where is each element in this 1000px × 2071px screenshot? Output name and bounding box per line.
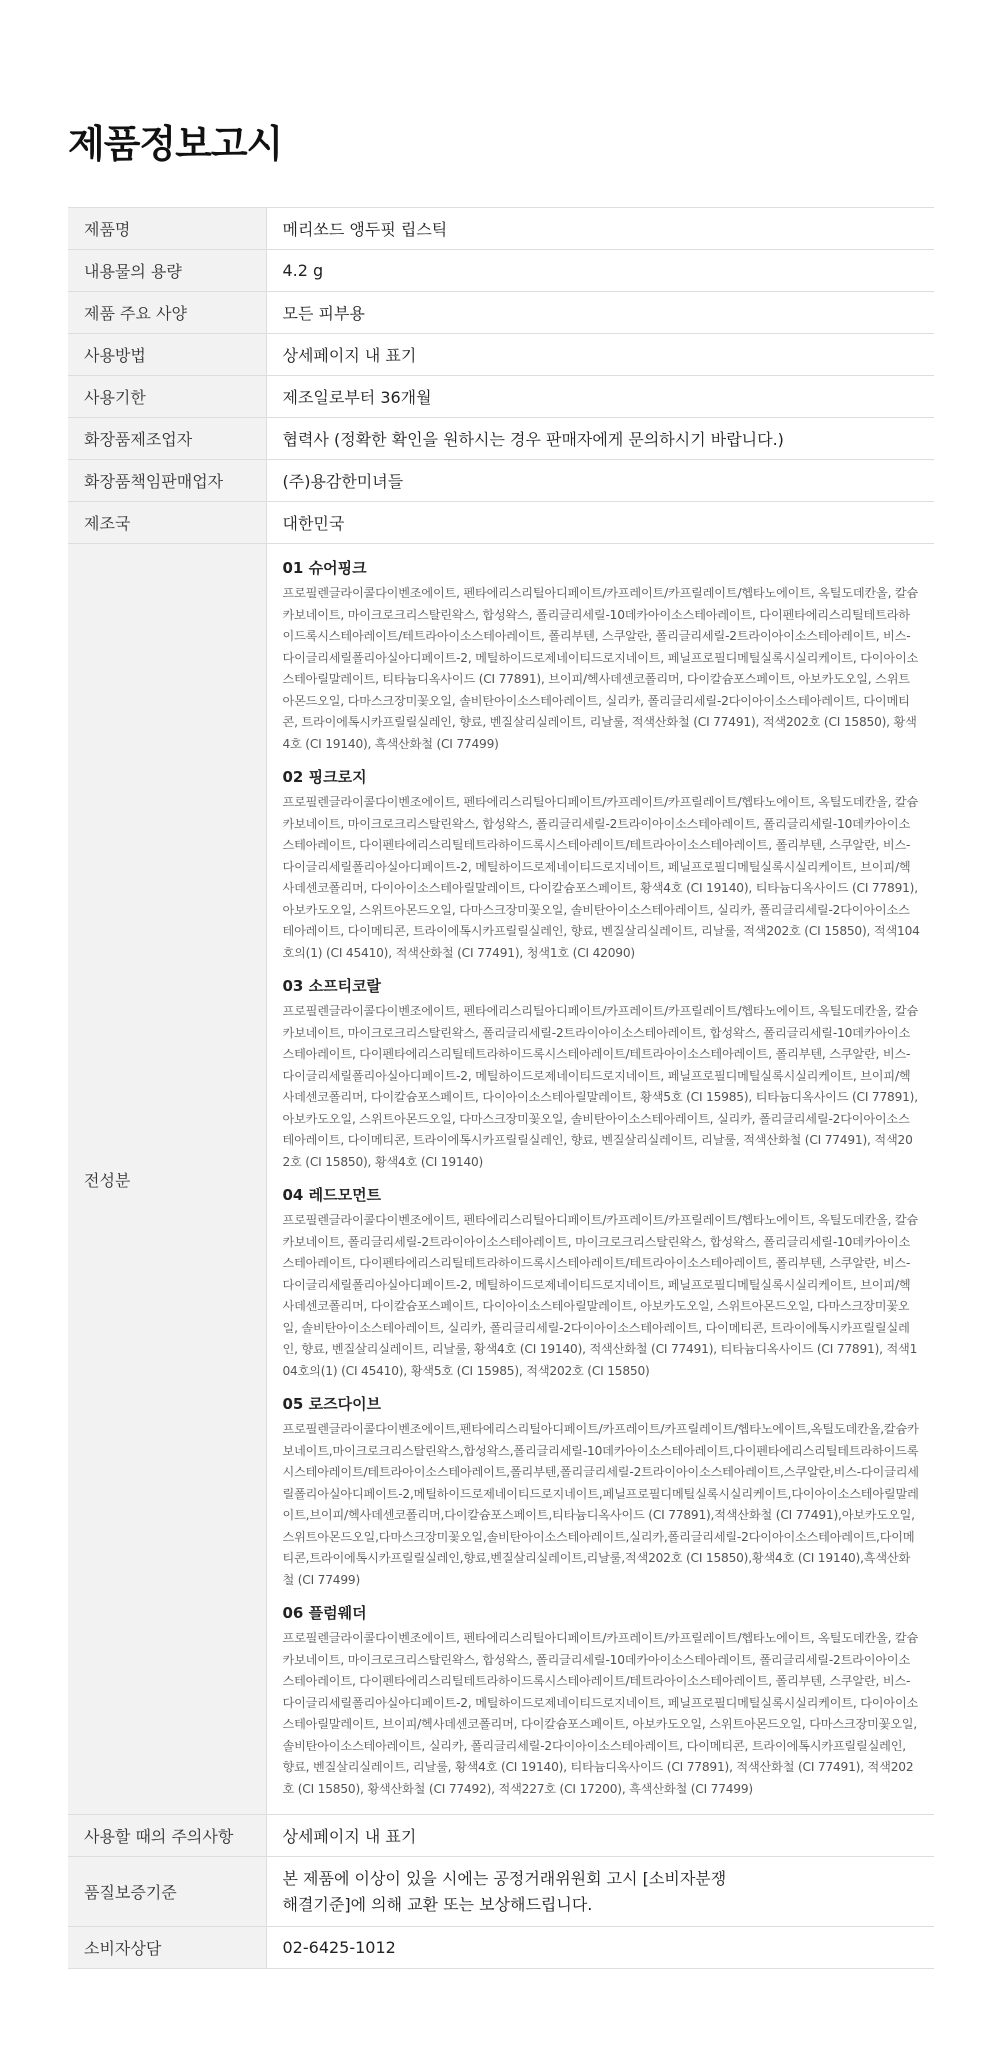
info-row-seller (68, 460, 934, 502)
product-info-table (68, 207, 934, 1969)
info-row-manufacturer (68, 418, 934, 460)
shade-block (283, 1185, 921, 1382)
row-value: 모든 피부용 (266, 292, 934, 334)
info-row-spec (68, 292, 934, 334)
shade-ingredients: 프로필렌글라이콜다이벤조에이트, 펜타에리스리틸아디페이트/카프레이트/카프릴레이트/헵타노에이트, 옥틸도데칸올, 칼슘카보네이트, 마이크로크리스탈린왁스, 합성왁스, 폴리글리세릴-10데카아이소스테아레이트, 폴리글리세릴-2트라이아이소스테아레이트, 다이펜타에리스리틸테트라하이드록시스테아레이트/테트라아이소스테아레이트, 폴리부텐, 스쿠알란, 비스-다이글리세릴폴리아실아디페이트-2, 메틸하이드로제네이티드로지네이트, 페닐프로필디메틸실록시실리케이트, 다이아이소스테아릴말레이트, 브이피/헥사데센코폴리머, 다이칼슘포스페이트, 아보카도오일, 스위트아몬드오일, 다마스크장미꽃오일, 솔비탄아이소스테아레이트, 실리카, 폴리글리세릴-2다이아이소스테아레이트, 다이메티콘, 트라이에톡시카프릴릴실레인, 향료, 벤질살리실레이트, 리날룰, 황색4호 (CI 19140), 티타늄디옥사이드 (CI 77891), 적색산화철 (CI 77491), 적색202호 (CI 15850), 황색산화철 (CI 77492), 적색227호 (CI 17200), 흑색산화철 (CI 77499) (282, 1631, 919, 1796)
shade-name: 02 핑크로지 (282, 768, 367, 786)
shade-block (283, 767, 921, 964)
shade-block (283, 976, 921, 1173)
info-row-product-name (68, 208, 934, 250)
row-label: 제품 주요 사양 (68, 292, 266, 334)
row-label: 화장품책임판매업자 (68, 460, 266, 502)
shade-name: 06 플럼웨더 (282, 1604, 367, 1622)
info-row-origin (68, 502, 934, 544)
info-row-quality (68, 1857, 934, 1927)
row-value: 제조일로부터 36개월 (266, 376, 934, 418)
shade-name: 01 슈어핑크 (282, 559, 367, 577)
row-label: 내용물의 용량 (68, 250, 266, 292)
row-label: 제품명 (68, 208, 266, 250)
row-value: 4.2 g (266, 250, 934, 292)
row-value: 02-6425-1012 (266, 1927, 934, 1969)
info-row-consumer (68, 1927, 934, 1969)
shade-block (283, 1603, 921, 1800)
page-title: 제품정보고시 (68, 122, 283, 166)
row-value: 상세페이지 내 표기 (266, 1815, 934, 1857)
row-label: 화장품제조업자 (68, 418, 266, 460)
shade-ingredients: 프로필렌글라이콜다이벤조에이트, 펜타에리스리틸아디페이트/카프레이트/카프릴레이트/헵타노에이트, 옥틸도데칸올, 칼슘카보네이트, 마이크로크리스탈린왁스, 합성왁스, 폴리글리세릴-2트라이아이소스테아레이트, 폴리글리세릴-10데카아이소스테아레이트, 다이펜타에리스리틸테트라하이드록시스테아레이트/테트라아이소스테아레이트, 폴리부텐, 스쿠알란, 비스-다이글리세릴폴리아실아디페이트-2, 메틸하이드로제네이티드로지네이트, 페닐프로필디메틸실록시실리케이트, 브이피/헥사데센코폴리머, 다이아이소스테아릴말레이트, 다이칼슘포스페이트, 황색4호 (CI 19140), 티타늄디옥사이드 (CI 77891), 아보카도오일, 스위트아몬드오일, 다마스크장미꽃오일, 솔비탄아이소스테아레이트, 실리카, 폴리글리세릴-2다이아이소스테아레이트, 다이메티콘, 트라이에톡시카프릴릴실레인, 향료, 벤질살리실레이트, 리날룰, 적색202호 (CI 15850), 적색104호의(1) (CI 45410), 적색산화철 (CI 77491), 청색1호 (CI 42090) (282, 795, 920, 960)
row-value: 상세페이지 내 표기 (266, 334, 934, 376)
row-label: 제조국 (68, 502, 266, 544)
row-label: 사용기한 (68, 376, 266, 418)
row-label: 사용할 때의 주의사항 (68, 1815, 266, 1857)
row-label: 품질보증기준 (68, 1857, 266, 1927)
info-row-expiry (68, 376, 934, 418)
quality-text: 본 제품에 이상이 있을 시에는 공정거래위원회 고시 [소비자분쟁 해결기준]에 의해 교환 또는 보상해드립니다. (282, 1868, 727, 1914)
shade-name: 04 레드모먼트 (282, 1186, 382, 1204)
shade-ingredients: 프로필렌글라이콜다이벤조에이트, 펜타에리스리틸아디페이트/카프레이트/카프릴레이트/헵타노에이트, 옥틸도데칸올, 칼슘카보네이트, 폴리글리세릴-2트라이아이소스테아레이트, 마이크로크리스탈린왁스, 합성왁스, 폴리글리세릴-10데카아이소스테아레이트, 다이펜타에리스리틸테트라하이드록시스테아레이트/테트라아이소스테아레이트, 폴리부텐, 스쿠알란, 비스-다이글리세릴폴리아실아디페이트-2, 메틸하이드로제네이티드로지네이트, 페닐프로필디메틸실록시실리케이트, 브이피/헥사데센코폴리머, 다이칼슘포스페이트, 다이아이소스테아릴말레이트, 아보카도오일, 스위트아몬드오일, 다마스크장미꽃오일, 솔비탄아이소스테아레이트, 실리카, 폴리글리세릴-2다이아이소스테아레이트, 다이메티콘, 트라이에톡시카프릴릴실레인, 향료, 벤질살리실레이트, 리날룰, 황색4호 (CI 19140), 적색산화철 (CI 77491), 티타늄디옥사이드 (CI 77891), 적색104호의(1) (CI 45410), 황색5호 (CI 15985), 적색202호 (CI 15850) (282, 1213, 919, 1378)
info-row-usage (68, 334, 934, 376)
info-row-ingredients (68, 544, 934, 1815)
row-label: 소비자상담 (68, 1927, 266, 1969)
shade-ingredients: 프로필렌글라이콜다이벤조에이트, 펜타에리스리틸아디페이트/카프레이트/카프릴레이트/헵타노에이트, 옥틸도데칸올, 칼슘카보네이트, 마이크로크리스탈린왁스, 합성왁스, 폴리글리세릴-10데카아이소스테아레이트, 다이펜타에리스리틸테트라하이드록시스테아레이트/테트라아이소스테아레이트, 폴리부텐, 스쿠알란, 폴리글리세릴-2트라이아이소스테아레이트, 비스-다이글리세릴폴리아실아디페이트-2, 메틸하이드로제네이티드로지네이트, 페닐프로필디메틸실록시실리케이트, 다이아이소스테아릴말레이트, 티타늄디옥사이드 (CI 77891), 브이피/헥사데센코폴리머, 다이칼슘포스페이트, 아보카도오일, 스위트아몬드오일, 다마스크장미꽃오일, 솔비탄아이소스테아레이트, 실리카, 폴리글리세릴-2다이아이소스테아레이트, 다이메티콘, 트라이에톡시카프릴릴실레인, 향료, 벤질살리실레이트, 리날룰, 적색산화철 (CI 77491), 적색202호 (CI 15850), 황색4호 (CI 19140), 흑색산화철 (CI 77499) (282, 586, 919, 751)
shade-ingredients: 프로필렌글라이콜다이벤조에이트, 펜타에리스리틸아디페이트/카프레이트/카프릴레이트/헵타노에이트, 옥틸도데칸올, 칼슘카보네이트, 마이크로크리스탈린왁스, 폴리글리세릴-2트라이아이소스테아레이트, 합성왁스, 폴리글리세릴-10데카아이소스테아레이트, 다이펜타에리스리틸테트라하이드록시스테아레이트/테트라아이소스테아레이트, 폴리부텐, 스쿠알란, 비스-다이글리세릴폴리아실아디페이트-2, 메틸하이드로제네이티드로지네이트, 페닐프로필디메틸실록시실리케이트, 브이피/헥사데센코폴리머, 다이칼슘포스페이트, 다이아이소스테아릴말레이트, 황색5호 (CI 15985), 티타늄디옥사이드 (CI 77891), 아보카도오일, 스위트아몬드오일, 다마스크장미꽃오일, 솔비탄아이소스테아레이트, 실리카, 폴리글리세릴-2다이아이소스테아레이트, 다이메티콘, 트라이에톡시카프릴릴실레인, 향료, 벤질살리실레이트, 리날룰, 적색산화철 (CI 77491), 적색202호 (CI 15850), 황색4호 (CI 19140) (282, 1004, 919, 1169)
row-value: 대한민국 (266, 502, 934, 544)
info-row-volume (68, 250, 934, 292)
info-row-caution (68, 1815, 934, 1857)
row-value: 메리쏘드 앵두핏 립스틱 (266, 208, 934, 250)
row-value: (주)용감한미녀들 (266, 460, 934, 502)
row-label: 사용방법 (68, 334, 266, 376)
shade-block (283, 1394, 921, 1591)
row-value (266, 1857, 934, 1927)
shade-ingredients: 프로필렌글라이콜다이벤조에이트,펜타에리스리틸아디페이트/카프레이트/카프릴레이트/헵타노에이트,옥틸도데칸올,칼슘카보네이트,마이크로크리스탈린왁스,합성왁스,폴리글리세릴-10데카아이소스테아레이트,다이펜타에리스리틸테트라하이드록시스테아레이트/테트라아이소스테아레이트,폴리부텐,폴리글리세릴-2트라이아이소스테아레이트,스쿠알란,비스-다이글리세릴폴리아실아디페이트-2,메틸하이드로제네이티드로지네이트,페닐프로필디메틸실록시실리케이트,다이아이소스테아릴말레이트,브이피/헥사데센코폴리머,다이칼슘포스페이트,티타늄디옥사이드 (CI 77891),적색산화철 (CI 77491),아보카도오일,스위트아몬드오일,다마스크장미꽃오일,솔비탄아이소스테아레이트,실리카,폴리글리세릴-2다이아이소스테아레이트,다이메티콘,트라이에톡시카프릴릴실레인,향료,벤질살리실레이트,리날룰,적색202호 (CI 15850),황색4호 (CI 19140),흑색산화철 (CI 77499) (282, 1422, 919, 1587)
row-label: 전성분 (68, 544, 266, 1815)
shade-block (283, 558, 921, 755)
shade-name: 05 로즈다이브 (282, 1395, 382, 1413)
row-value: 협력사 (정확한 확인을 원하시는 경우 판매자에게 문의하시기 바랍니다.) (266, 418, 934, 460)
ingredients-list (266, 544, 934, 1815)
shade-name: 03 소프티코랄 (282, 977, 382, 995)
